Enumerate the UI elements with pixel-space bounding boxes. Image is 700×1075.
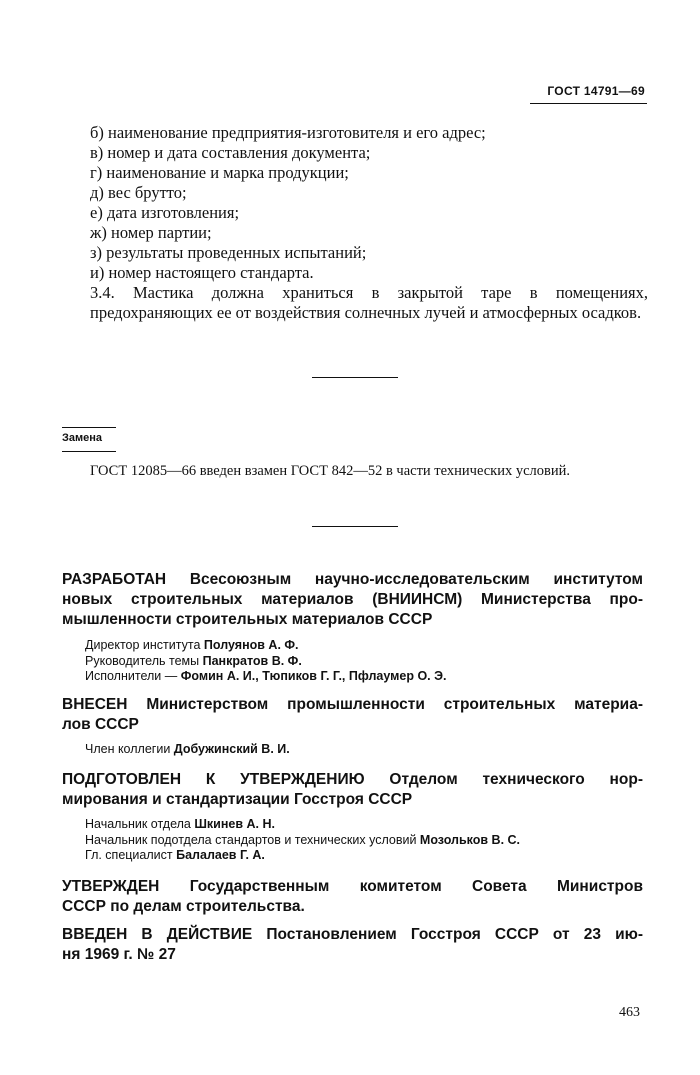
person-names: Полуянов А. Ф. [203, 638, 299, 652]
person-names: Шкинев А. Н. [194, 817, 275, 831]
person-role: Член коллегии [85, 742, 171, 756]
introduced-people [85, 742, 290, 758]
prepared-people [85, 817, 520, 864]
prepared-section [62, 770, 643, 810]
replacement-text: ГОСТ 12085—66 введен взамен ГОСТ 842—52 в части технических условий. [90, 463, 571, 479]
enacted-section [62, 925, 643, 965]
approved-section [62, 877, 643, 917]
prepared-line: Отделом технического нор- [389, 771, 644, 788]
enacted-keyword: ВВЕДЕН В ДЕЙСТВИЕ [62, 926, 253, 943]
developed-line: Всесоюзным научно-исследовательским институтом [189, 571, 643, 588]
prepared-keyword: ПОДГОТОВЛЕН К УТВЕРЖДЕНИЮ [62, 771, 365, 788]
header-underline [530, 103, 647, 104]
developed-line: новых строительных материалов (ВНИИНСМ) Министерства про- [62, 591, 643, 608]
introduced-line: Министерством промышленности строительных материа- [146, 696, 643, 713]
developed-section [62, 570, 643, 630]
page-number: 463 [619, 1005, 640, 1020]
person-role: Директор института [85, 638, 201, 652]
developed-people [85, 638, 447, 685]
approved-line: Государственным комитетом Совета Министров [189, 878, 643, 895]
list-item: д) вес брутто; [90, 183, 187, 202]
list-item: ж) номер партии; [90, 223, 212, 242]
person-names: Панкратов В. Ф. [202, 653, 302, 668]
enacted-line: Постановлением Госстроя СССР от 23 ию- [266, 926, 643, 943]
list-item: в) номер и дата составления документа; [90, 143, 371, 162]
person-role: Исполнители — [85, 669, 178, 683]
list-item: з) результаты проведенных испытаний; [90, 243, 367, 262]
replacement-label-rule-top [62, 427, 116, 428]
marking-list [78, 123, 648, 323]
developed-keyword: РАЗРАБОТАН [62, 571, 167, 588]
standard-code-header: ГОСТ 14791—69 [547, 84, 645, 98]
person-role: Руководитель темы [85, 653, 200, 668]
person-role: Начальник подотдела стандартов и технических условий [85, 832, 417, 847]
storage-paragraph: 3.4. Мастика должна храниться в закрытой таре в помещениях, предохраняющих ее от воздействия солнечных лучей и атмосферных осадков. [90, 283, 648, 322]
person-role: Гл. специалист [85, 848, 173, 862]
section-divider [312, 526, 398, 527]
replacement-label: Замена [62, 432, 103, 444]
approved-keyword: УТВЕРЖДЕН [62, 878, 160, 895]
list-item: б) наименование предприятия-изготовителя и его адрес; [90, 123, 486, 142]
person-names: Мозольков В. С. [419, 832, 521, 847]
list-item: е) дата изготовления; [90, 203, 240, 222]
person-names: Балалаев Г. А. [176, 848, 265, 862]
replacement-label-rule-bottom [62, 451, 116, 452]
person-names: Добужинский В. И. [173, 742, 290, 756]
person-names: Фомин А. И., Тюпиков Г. Г., Пфлаумер О. Э. [180, 669, 447, 683]
list-item: и) номер настоящего стандарта. [90, 263, 314, 282]
introduced-section [62, 695, 643, 735]
prepared-line: мирования и стандартизации Госстроя СССР [62, 791, 413, 808]
list-item: г) наименование и марка продукции; [90, 163, 349, 182]
developed-line: мышленности строительных материалов СССР [62, 611, 433, 628]
introduced-keyword: ВНЕСЕН [62, 696, 128, 713]
approved-line: СССР по делам строительства. [62, 898, 305, 915]
person-role: Начальник отдела [85, 817, 191, 831]
enacted-line: ня 1969 г. № 27 [62, 946, 176, 963]
section-divider [312, 377, 398, 378]
introduced-line: лов СССР [62, 716, 139, 733]
